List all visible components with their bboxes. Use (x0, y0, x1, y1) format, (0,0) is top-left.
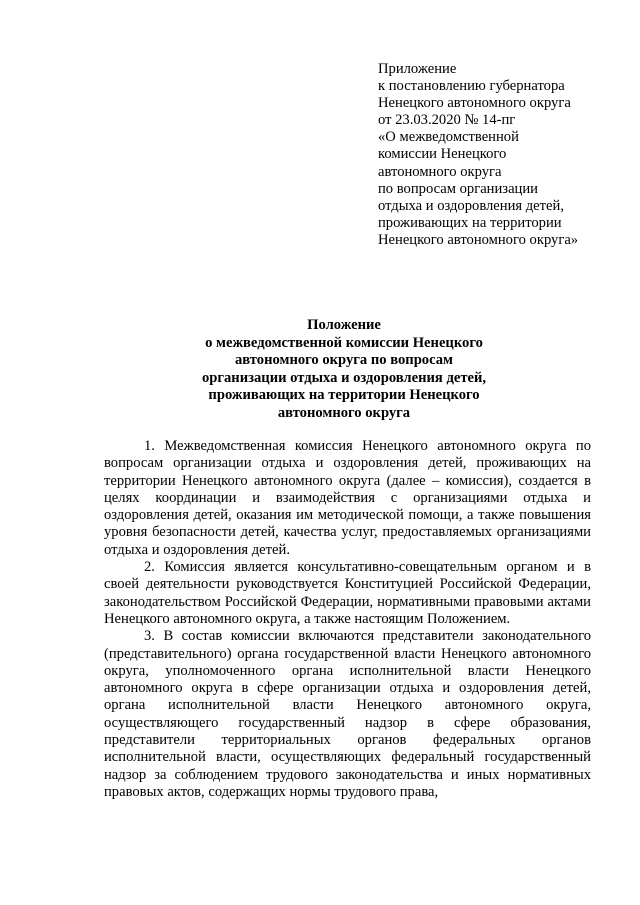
appendix-line: Приложение (378, 61, 457, 77)
paragraph-2: 2. Комиссия является консультативно-совещательным органом и в своей деятельности руководствуется Конституцией Российской Федерации, законодательством Российской Федерации, нормативными правовыми актами Ненецкого автономного округа, а также настоящим Положением. (104, 559, 591, 627)
title-line: организации отдыха и оздоровления детей, (201, 369, 487, 386)
appendix-line: автономного округа (378, 163, 502, 180)
appendix-line: от 23.03.2020 № 14-пг (378, 112, 516, 129)
title-line: автономного округа по вопросам (234, 352, 453, 369)
appendix-line: комиссии Ненецкого (378, 146, 507, 163)
title-line: проживающих на территории Ненецкого (208, 387, 480, 404)
appendix-header (378, 61, 628, 249)
title-line: о межведомственной комиссии Ненецкого (205, 334, 483, 351)
paragraph-3: 3. В состав комиссии включаются представители законодательного (представительного) органа государственной власти Ненецкого автономного округа, уполномоченного органа исполнительной власти Ненецкого автономного округа в сфере организации отдыха и оздоровления детей, органа исполнительной власти Ненецкого автономного округа, осуществляющего государственный надзор в сфере образования, представители территориальных органов федеральных органов исполнительной власти, осуществляющих федеральный государственный надзор за соблюдением трудового законодательства и иных нормативных правовых актов, содержащих нормы трудового права, (104, 628, 591, 800)
title-line: Положение (307, 317, 381, 333)
title-line: автономного округа (277, 404, 411, 421)
document-body (104, 438, 591, 801)
document-title (0, 317, 640, 423)
appendix-line: отдыха и оздоровления детей, (378, 197, 564, 214)
appendix-line: Ненецкого автономного округа (378, 95, 571, 112)
paragraph-1: 1. Межведомственная комиссия Ненецкого автономного округа по вопросам организации отдыха и оздоровления детей, проживающих на территории Ненецкого автономного округа (далее – комиссия), создается в целях координации и взаимодействия с организациями отдыха и оздоровления детей, оказания им методической помощи, а также повышения уровня безопасности детей, качества услуг, предоставляемых организациями отдыха и оздоровления детей. (104, 438, 591, 558)
appendix-line: к постановлению губернатора (378, 78, 565, 95)
appendix-line: проживающих на территории (378, 214, 562, 231)
appendix-line: «О межведомственной (378, 129, 519, 146)
appendix-line: Ненецкого автономного округа» (378, 231, 579, 248)
appendix-line: по вопросам организации (378, 180, 538, 197)
